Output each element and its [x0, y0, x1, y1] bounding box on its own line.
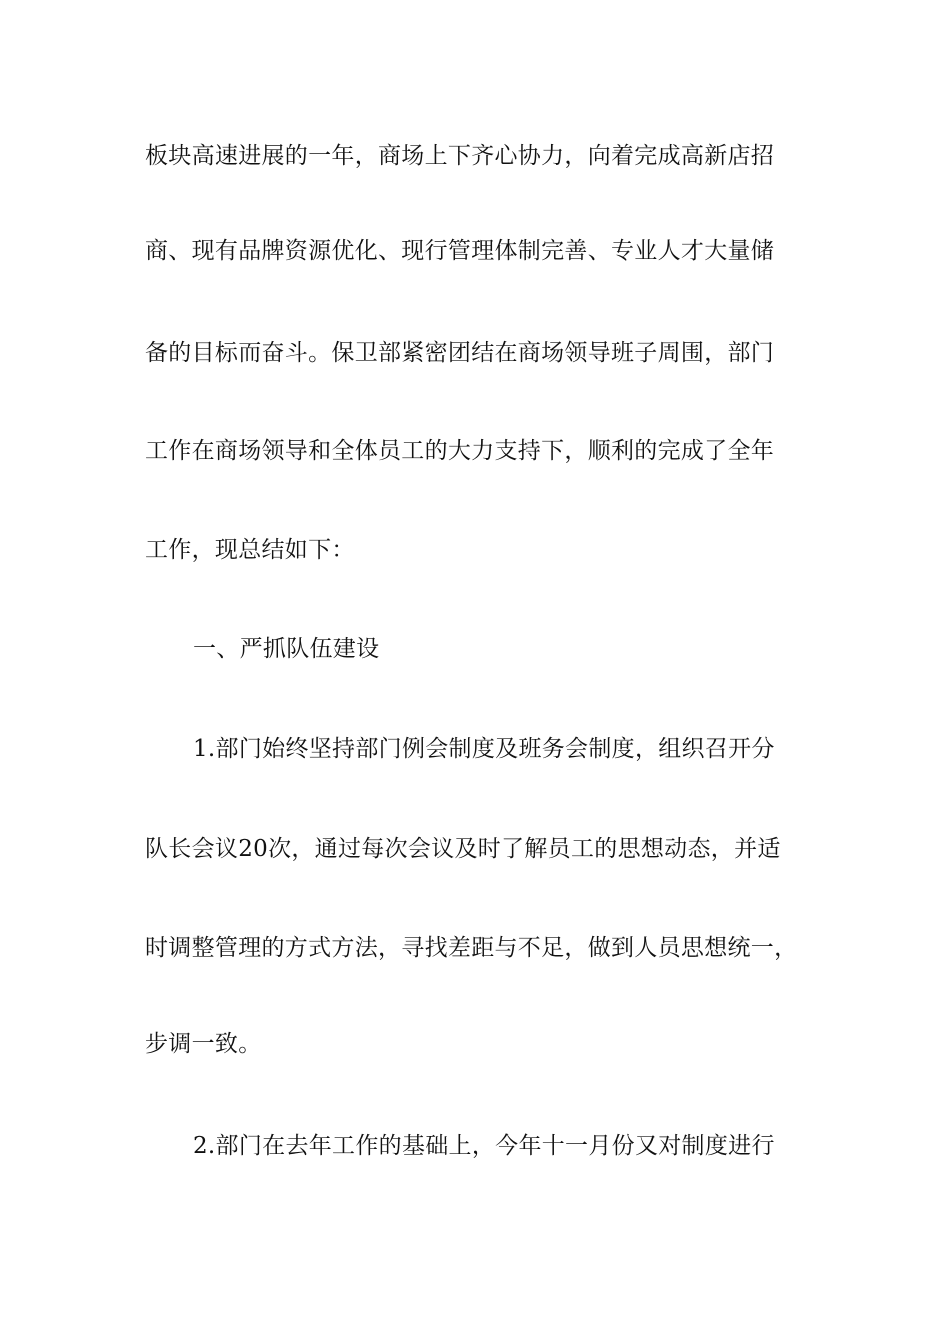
paragraph-line-4: 工作在商场领导和全体员工的大力支持下，顺利的完成了全年 [145, 438, 775, 464]
item-1-line-4: 步调一致。 [145, 1031, 262, 1057]
item-1-line-2: 队长会议20次，通过每次会议及时了解员工的思想动态，并适 [145, 836, 781, 862]
paragraph-line-1: 板块高速进展的一年，商场上下齐心协力，向着完成高新店招 [145, 143, 775, 169]
item-2-line-1: 2.部门在去年工作的基础上，今年十一月份又对制度进行 [193, 1133, 775, 1159]
paragraph-line-3: 备的目标而奋斗。保卫部紧密团结在商场领导班子周围，部门 [145, 340, 775, 366]
item-1-line-1: 1.部门始终坚持部门例会制度及班务会制度，组织召开分 [193, 736, 775, 762]
section-heading-1: 一、严抓队伍建设 [193, 636, 380, 662]
paragraph-line-2: 商、现有品牌资源优化、现行管理体制完善、专业人才大量储 [145, 238, 775, 264]
paragraph-line-5: 工作，现总结如下： [145, 537, 355, 563]
item-1-line-3: 时调整管理的方式方法，寻找差距与不足，做到人员思想统一， [145, 935, 798, 961]
